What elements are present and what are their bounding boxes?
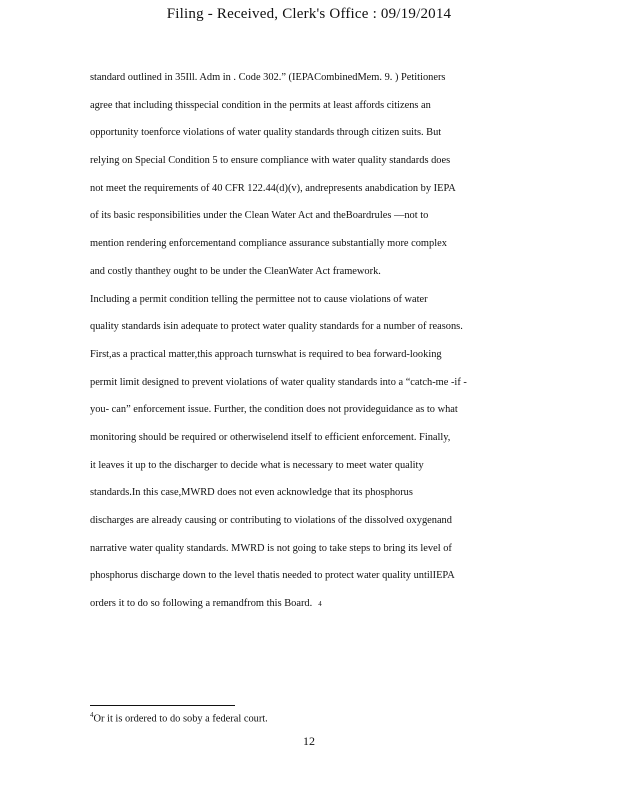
- body-line: not meet the requirements of 40 CFR 122.44(d)(v), andrepresents anabdication by IEPA: [90, 182, 456, 194]
- body-line: standard outlined in 35Ill. Adm in . Code 302.” (IEPACombinedMem. 9. ) Petitioners: [90, 72, 446, 83]
- body-line: opportunity toenforce violations of water quality standards through citizen suits. But: [90, 127, 442, 139]
- body-line-text: orders it to do so following a remandfrom this Board.: [90, 598, 313, 610]
- body-line: of its basic responsibilities under the Clean Water Act and theBoardrules —not to: [90, 210, 429, 222]
- footnote-reference: 4: [318, 600, 322, 609]
- body-line: narrative water quality standards. MWRD is not going to take steps to bring its level of: [90, 542, 452, 554]
- body-line: phosphorus discharge down to the level thatis needed to protect water quality untilIEPA: [90, 570, 455, 582]
- body-line: it leaves it up to the discharger to decide what is necessary to meet water quality: [90, 459, 424, 471]
- footnote-text: Or it is ordered to do soby a federal court.: [93, 713, 268, 725]
- body-line: standards.In this case,MWRD does not even acknowledge that its phosphorus: [90, 487, 413, 499]
- body-line: quality standards isin adequate to protect water quality standards for a number of reasons.: [90, 321, 463, 333]
- body-line: agree that including thisspecial condition in the permits at least affords citizens an: [90, 99, 431, 111]
- body-line: relying on Special Condition 5 to ensure compliance with water quality standards does: [90, 155, 451, 167]
- footnote-divider: [90, 705, 235, 706]
- body-line: discharges are already causing or contributing to violations of the dissolved oxygenand: [90, 515, 452, 526]
- body-line: Including a permit condition telling the permittee not to cause violations of water: [90, 293, 428, 305]
- body-line: you- can” enforcement issue. Further, the condition does not provideguidance as to what: [90, 404, 458, 416]
- body-line: monitoring should be required or otherwiselend itself to efficient enforcement. Finally,: [90, 431, 451, 443]
- body-line: and costly thanthey ought to be under the CleanWater Act framework.: [90, 265, 381, 277]
- body-line: First,as a practical matter,this approach turnswhat is required to bea forward-looking: [90, 348, 442, 360]
- body-line: mention rendering enforcementand compliance assurance substantially more complex: [90, 238, 447, 250]
- footnote: [90, 711, 268, 724]
- filing-header: Filing - Received, Clerk's Office : 09/19/2014: [166, 6, 452, 22]
- body-line-last: [90, 594, 530, 622]
- body-line: permit limit designed to prevent violations of water quality standards into a “catch-me -if -: [90, 376, 467, 388]
- footnote-mark: 4: [90, 711, 94, 719]
- body-text: [90, 68, 530, 622]
- page-number: 12: [303, 734, 315, 748]
